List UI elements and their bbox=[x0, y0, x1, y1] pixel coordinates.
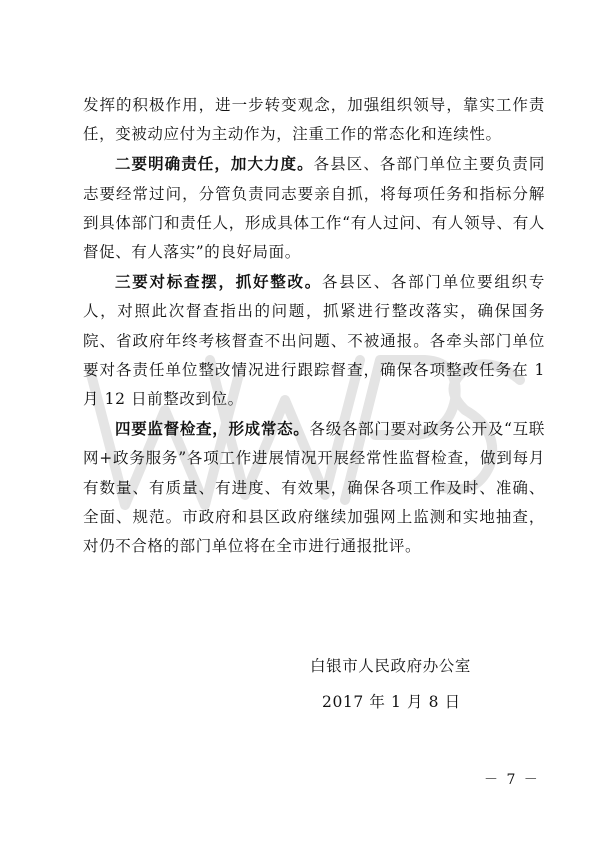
paragraph-2-text: 各县区、各部门单位主要负责同志要经常过问，分管负责同志要亲自抓，将每项任务和指标分解到具体部门和责任人，形成具体工作“有人过问、有人领导、有人督促、有人落实”的良好局面。 bbox=[83, 155, 545, 262]
paragraph-1-text: 发挥的积极作用，进一步转变观念，加强组织领导，靠实工作责任，变被动应付为主动作为，注重工作的常态化和连续性。 bbox=[83, 96, 545, 144]
paragraph-3-text: 各县区、各部门单位要组织专人，对照此次督查指出的问题，抓紧进行整改落实，确保国务院、省政府年终考核督查不出问题、不被通报。各牵头部门单位要对各责任单位整改情况进行跟踪督查，确保各项整改任务在 1 月 12 日前整改到位。 bbox=[83, 273, 545, 409]
document-body bbox=[83, 91, 545, 561]
paragraph-2 bbox=[83, 149, 545, 267]
paragraph-4-heading: 四要监督检查，形成常态。 bbox=[115, 419, 310, 439]
signature-date: 2017 年 1 月 8 日 bbox=[322, 693, 461, 711]
paragraph-2-heading: 二要明确责任，加大力度。 bbox=[115, 154, 314, 174]
paragraph-1 bbox=[83, 91, 545, 149]
page-number: － 7 － bbox=[484, 772, 540, 788]
signature-organization: 白银市人民政府办公室 bbox=[310, 657, 472, 675]
paragraph-3-heading: 三要对标查摆，抓好整改。 bbox=[115, 272, 322, 292]
paragraph-4 bbox=[83, 414, 545, 561]
paragraph-4-text: 各级各部门要对政务公开及“互联网+政务服务”各项工作进展情况开展经常性监督检查，做到每月有数量、有质量、有进度、有效果，确保各项工作及时、准确、全面、规范。市政府和县区政府继续加强网上监测和实地抽查，对仍不合格的部门单位将在全市进行通报批评。 bbox=[83, 420, 545, 556]
paragraph-3 bbox=[83, 267, 545, 414]
